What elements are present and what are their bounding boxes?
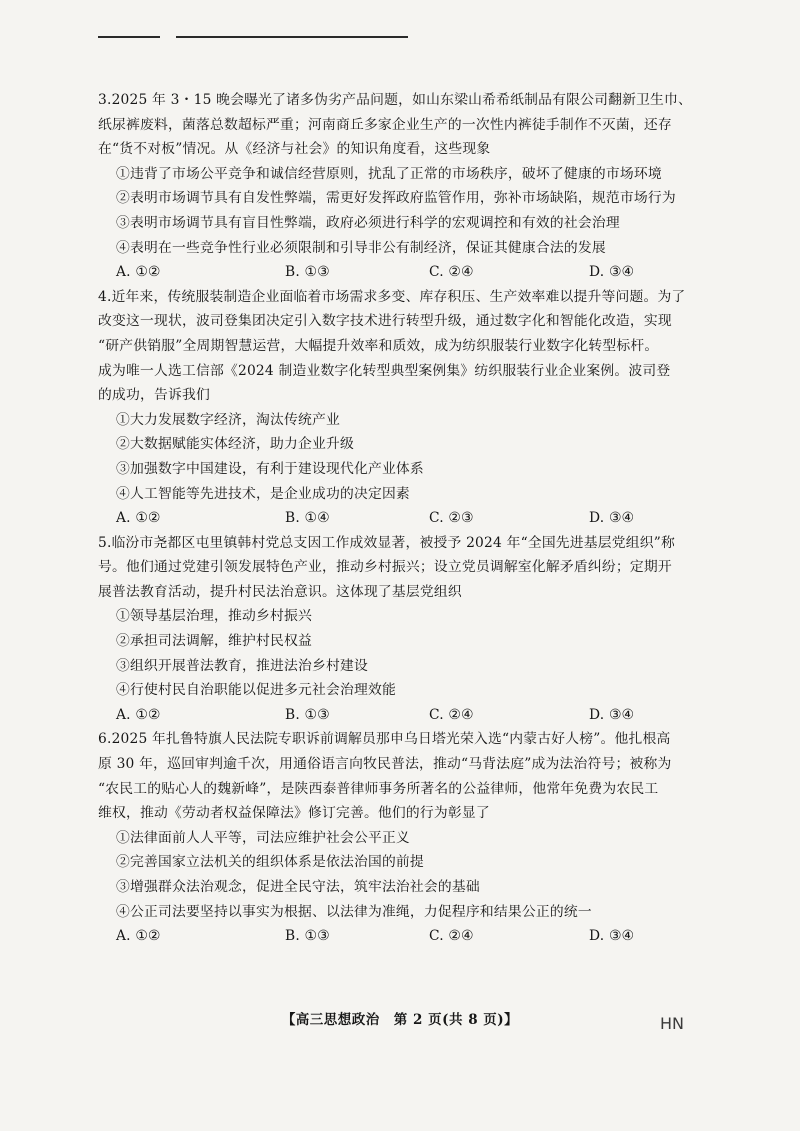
question-3-stem-line: 纸尿裤废料，菌落总数超标严重；河南商丘多家企业生产的一次性内裤徒手制作不灭菌，还存 [98, 116, 672, 133]
choice-d: D. ③④ [589, 510, 635, 527]
question-4-option: ③加强数字中国建设，有利于建设现代化产业体系 [116, 460, 424, 477]
choice-b: B. ①③ [285, 264, 330, 281]
choice-c: C. ②④ [429, 928, 474, 945]
question-6-option: ④公正司法要坚持以事实为根据、以法律为准绳，力促程序和结果公正的统一 [116, 903, 592, 920]
header-rule-left [98, 36, 160, 38]
question-5-option: ④行使村民自治职能以促进多元社会治理效能 [116, 682, 396, 699]
question-6 [98, 727, 718, 948]
choice-d: D. ③④ [589, 928, 635, 945]
question-4-stem-line: 的成功，告诉我们 [98, 387, 210, 404]
question-6-option: ③增强群众法治观念，促进全民守法，筑牢法治社会的基础 [116, 879, 480, 895]
question-5-choices [98, 703, 718, 728]
question-5 [98, 531, 718, 728]
choice-a: A. ①② [116, 510, 161, 527]
question-4-stem-line: 改变这一现状，波司登集团决定引入数字技术进行转型升级，通过数字化和智能化改造，实现 [98, 313, 672, 330]
question-3-option: ②表明市场调节具有自发性弊端，需更好发挥政府监管作用，弥补市场缺陷，规范市场行为 [116, 190, 676, 207]
choice-b: B. ①④ [285, 510, 330, 527]
question-3-option: ③表明市场调节具有盲目性弊端，政府必须进行科学的宏观调控和有效的社会治理 [116, 214, 620, 231]
choice-a: A. ①② [116, 706, 161, 723]
question-5-option: ②承担司法调解，维护村民权益 [116, 633, 312, 650]
question-4-stem-line: 4.近年来，传统服装制造企业面临着市场需求多变、库存积压、生产效率难以提升等问题。为了 [98, 288, 686, 305]
choice-d: D. ③④ [589, 706, 635, 723]
header-rule-right [176, 36, 408, 38]
question-4-option: ①大力发展数字经济，淘汰传统产业 [116, 411, 340, 428]
question-4-choices [98, 506, 718, 531]
question-3-stem-line: 在“货不对板”情况。从《经济与社会》的知识角度看，这些现象 [98, 141, 491, 158]
choice-d: D. ③④ [589, 264, 635, 281]
question-5-stem-line: 展普法教育活动，提升村民法治意识。这体现了基层党组织 [98, 583, 462, 600]
question-5-option: ①领导基层治理，推动乡村振兴 [116, 608, 312, 625]
question-6-option: ①法律面前人人平等，司法应维护社会公平正义 [116, 829, 410, 846]
choice-c: C. ②④ [429, 706, 474, 723]
question-3 [98, 88, 718, 285]
question-4 [98, 285, 718, 531]
choice-a: A. ①② [116, 264, 161, 281]
question-6-stem-line: 6.2025 年扎鲁特旗人民法院专职诉前调解员那申乌日塔光荣入选“内蒙古好人榜”。他扎根高 [98, 731, 671, 748]
question-4-stem-line: “研产供销服”全周期智慧运营，大幅提升效率和质效，成为纺织服装行业数字化转型标杆。 [98, 337, 659, 354]
question-6-option: ②完善国家立法机关的组织体系是依法治国的前提 [116, 854, 424, 871]
question-5-stem-line: 5.临汾市尧都区屯里镇韩村党总支因工作成效显著，被授予 2024 年“全国先进基层党组织”称 [98, 534, 676, 551]
choice-b: B. ①③ [285, 928, 330, 945]
question-4-stem-line: 成为唯一人选工信部《2024 制造业数字化转型典型案例集》纺织服装行业企业案例。波司登 [98, 362, 671, 379]
question-3-stem-line: 3.2025 年 3・15 晚会曝光了诸多伪劣产品问题，如山东梁山希希纸制品有限公司翻新卫生巾、 [98, 92, 693, 108]
question-6-choices [98, 924, 718, 949]
question-6-stem-line: “农民工的贴心人的魏新峰”，是陕西泰普律师事务所著名的公益律师，他常年免费为农民工 [98, 780, 659, 797]
choice-b: B. ①③ [285, 706, 330, 723]
choice-c: C. ②④ [429, 264, 474, 281]
page-footer: 【高三思想政治 第 2 页(共 8 页)】 [281, 1012, 519, 1028]
question-5-option: ③组织开展普法教育，推进法治乡村建设 [116, 657, 368, 674]
question-list [98, 88, 718, 949]
question-5-stem-line: 号。他们通过党建引领发展特色产业，推动乡村振兴；设立党员调解室化解矛盾纠纷；定期开 [98, 559, 672, 576]
choice-a: A. ①② [116, 928, 161, 945]
question-3-option: ①违背了市场公平竞争和诚信经营原则，扰乱了正常的市场秩序，破坏了健康的市场环境 [116, 165, 662, 182]
question-3-choices [98, 260, 718, 285]
question-3-option: ④表明在一些竞争性行业必须限制和引导非公有制经济，保证其健康合法的发展 [116, 239, 606, 256]
choice-c: C. ②③ [429, 510, 474, 527]
question-4-option: ④人工智能等先进技术，是企业成功的决定因素 [116, 485, 410, 502]
corner-mark: HN [660, 1014, 684, 1033]
question-6-stem-line: 原 30 年，巡回审判逾千次，用通俗语言向牧民普法，推动“马背法庭”成为法治符号；被称为 [98, 756, 672, 773]
question-4-option: ②大数据赋能实体经济，助力企业升级 [116, 436, 354, 453]
question-6-stem-line: 维权，推动《劳动者权益保障法》修订完善。他们的行为彰显了 [98, 805, 490, 822]
